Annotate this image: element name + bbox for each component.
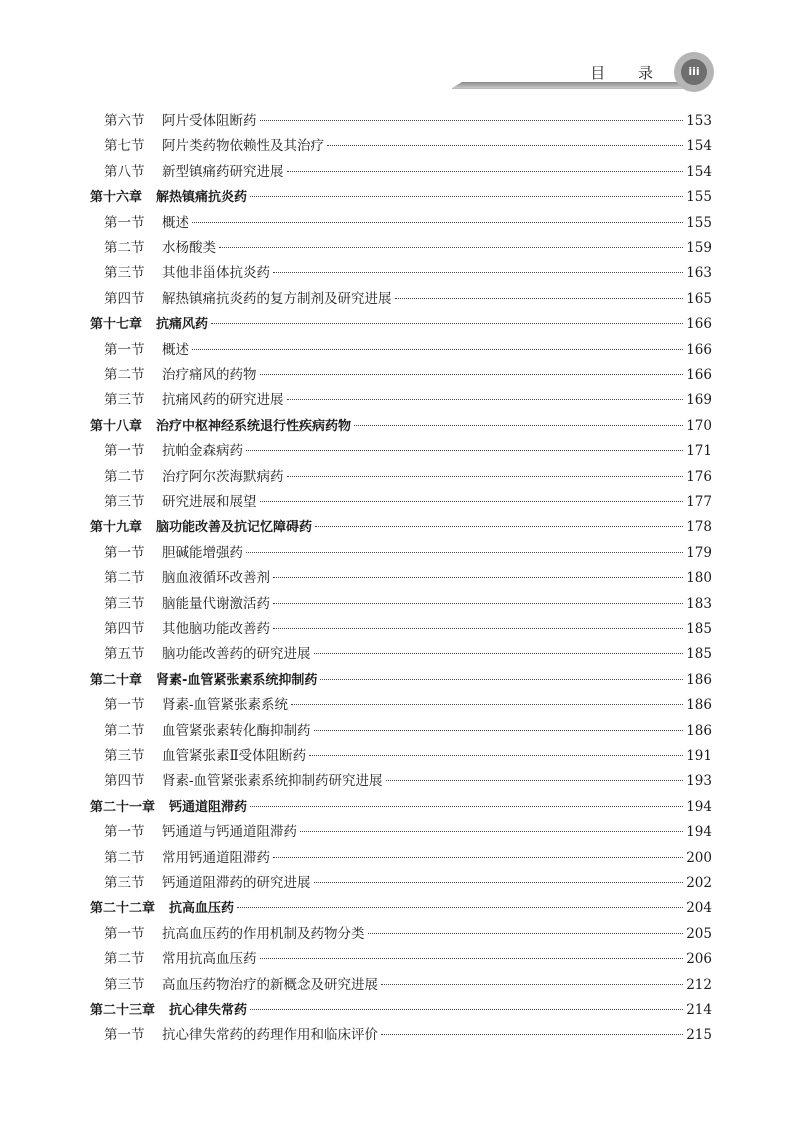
toc-leader-dots [273,857,683,858]
toc-leader-dots [273,577,683,578]
page-number: iii [681,59,707,85]
toc-entry-number: 第二节 [104,468,145,485]
toc-chapter-entry[interactable] [90,186,712,208]
toc-entry-number: 第五节 [104,646,145,663]
toc-entry-page: 179 [686,544,712,561]
toc-chapter-entry[interactable] [90,999,712,1021]
toc-entry-number: 第四节 [104,773,145,790]
toc-entry-title: 胆碱能增强药 [162,544,243,561]
toc-leader-dots [287,171,684,172]
toc-section-entry[interactable] [104,567,712,589]
toc-entry-page: 214 [686,1002,712,1018]
toc-entry-page: 186 [686,722,712,739]
toc-entry-title: 血管紧张素转化酶抑制药 [162,722,311,739]
toc-section-entry[interactable] [104,770,712,792]
toc-chapter-entry[interactable] [90,669,712,691]
toc-entry-title: 抗高血压药的作用机制及药物分类 [162,925,365,942]
toc-entry-title: 治疗中枢神经系统退行性疾病药物 [156,418,352,434]
toc-leader-dots [211,323,683,324]
toc-leader-dots [219,247,683,248]
toc-leader-dots [260,120,684,121]
toc-section-entry[interactable] [104,847,712,869]
toc-section-entry[interactable] [104,212,712,234]
toc-section-entry[interactable] [104,593,712,615]
toc-leader-dots [250,196,683,197]
toc-section-entry[interactable] [104,542,712,564]
toc-leader-dots [273,272,683,273]
toc-entry-title: 抗心律失常药的药理作用和临床评价 [162,1027,378,1044]
toc-entry-title: 常用钙通道阻滞药 [162,849,270,866]
toc-entry-title: 抗帕金森病药 [162,443,243,460]
toc-entry-title: 钙通道与钙通道阻滞药 [162,824,297,841]
toc-entry-number: 第八节 [104,163,145,180]
toc-entry-page: 155 [686,189,712,206]
toc-leader-dots [315,526,683,527]
toc-entry-page: 204 [686,900,712,917]
toc-entry-title: 肾素-血管紧张素系统抑制药研究进展 [162,773,383,790]
toc-entry-title: 常用抗高血压药 [162,951,257,968]
toc-chapter-entry[interactable] [90,796,712,818]
toc-section-entry[interactable] [104,339,712,361]
toc-leader-dots [314,730,684,731]
toc-leader-dots [192,222,683,223]
toc-entry-title: 概述 [162,341,189,358]
toc-section-entry[interactable] [104,821,712,843]
toc-leader-dots [300,831,683,832]
toc-entry-title: 阿片类药物依赖性及其治疗 [162,138,324,155]
toc-entry-title: 抗痛风药的研究进展 [162,392,284,409]
toc-entry-page: 178 [686,519,712,536]
toc-entry-number: 第三节 [104,265,145,282]
toc-entry-number: 第四节 [104,621,145,637]
toc-entry-page: 159 [686,240,712,256]
toc-entry-number: 第一节 [104,1027,145,1044]
toc-leader-dots [368,933,684,934]
toc-section-entry[interactable] [104,618,712,640]
toc-entry-page: 215 [686,1027,712,1044]
toc-chapter-entry[interactable] [90,415,712,437]
toc-section-entry[interactable] [104,720,712,742]
toc-entry-title: 治疗阿尔茨海默病药 [162,468,284,485]
toc-leader-dots [260,374,684,375]
toc-chapter-entry[interactable] [90,313,712,335]
toc-entry-number: 第十九章 [90,520,143,536]
toc-section-entry[interactable] [104,1024,712,1046]
toc-entry-number: 第二十章 [90,672,143,688]
toc-leader-dots [291,704,683,705]
toc-leader-dots [246,552,683,553]
toc-leader-dots [250,806,683,807]
toc-entry-page: 154 [686,138,712,155]
toc-entry-number: 第七节 [104,138,145,155]
toc-entry-number: 第二节 [104,849,145,866]
toc-chapter-entry[interactable] [90,897,712,919]
toc-entry-title: 脑能量代谢激活药 [162,595,270,612]
toc-entry-number: 第三节 [104,392,145,409]
toc-chapter-entry[interactable] [90,516,712,538]
toc-leader-dots [273,628,683,629]
toc-entry-page: 171 [686,443,712,460]
toc-entry-page: 202 [686,875,712,891]
toc-entry-title: 水杨酸类 [162,240,216,256]
toc-leader-dots [250,1009,683,1010]
toc-leader-dots [246,450,683,451]
toc-entry-number: 第一节 [104,824,145,841]
toc-entry-number: 第一节 [104,544,145,561]
toc-entry-number: 第一节 [104,925,145,942]
toc-entry-number: 第三节 [104,494,145,510]
toc-entry-page: 200 [686,849,712,866]
toc-entry-number: 第三节 [104,976,145,993]
toc-entry-page: 206 [686,951,712,968]
toc-entry-page: 180 [686,570,712,587]
page-number-badge [674,52,714,92]
toc-entry-title: 概述 [162,214,189,231]
toc-leader-dots [260,958,684,959]
toc-entry-page: 185 [686,646,712,663]
toc-entry-number: 第四节 [104,290,145,307]
toc-section-entry[interactable] [104,364,712,386]
toc-section-entry[interactable] [104,974,712,996]
toc-entry-page: 194 [686,798,712,815]
toc-section-entry[interactable] [104,491,712,513]
toc-leader-dots [287,399,684,400]
toc-entry-number: 第二十一章 [90,799,156,815]
toc-entry-page: 154 [686,163,712,180]
header-rule [452,88,702,89]
toc-entry-number: 第二十二章 [90,901,156,917]
toc-entry-title: 脑血液循环改善剂 [162,570,270,587]
toc-leader-dots [354,425,683,426]
toc-entry-number: 第一节 [104,697,145,714]
toc-entry-title: 其他非甾体抗炎药 [162,265,270,282]
toc-section-entry[interactable] [104,643,712,665]
toc-entry-number: 第十六章 [90,190,143,206]
toc-leader-dots [314,882,684,883]
toc-entry-page: 165 [686,290,712,307]
toc-entry-number: 第二节 [104,367,145,383]
toc-entry-number: 第三节 [104,748,145,764]
toc-entry-number: 第十七章 [90,317,143,333]
toc-entry-page: 212 [686,976,712,993]
toc-entry-page: 185 [686,621,712,637]
toc-entry-page: 194 [686,824,712,841]
toc-leader-dots [381,1034,683,1035]
toc-entry-title: 解热镇痛抗炎药 [156,190,248,206]
toc-entry-title: 治疗痛风的药物 [162,367,257,383]
toc-entry-page: 166 [686,367,712,383]
toc-entry-number: 第二十三章 [90,1003,156,1018]
toc-section-entry[interactable] [104,923,712,945]
toc-section-entry[interactable] [104,135,712,157]
toc-leader-dots [395,298,684,299]
toc-leader-dots [309,755,683,756]
toc-entry-number: 第三节 [104,595,145,612]
toc-entry-page: 166 [686,316,712,333]
toc-entry-page: 176 [686,468,712,485]
toc-entry-title: 钙通道阻滞药的研究进展 [162,875,311,891]
toc-section-entry[interactable] [104,288,712,310]
toc-section-entry[interactable] [104,262,712,284]
toc-entry-page: 170 [686,417,712,434]
toc-entry-page: 153 [686,113,712,129]
toc-leader-dots [192,349,683,350]
toc-section-entry[interactable] [104,110,712,132]
toc-entry-title: 脑功能改善及抗记忆障碍药 [156,520,313,536]
toc-entry-page: 193 [686,773,712,790]
toc-entry-title: 阿片受体阻断药 [162,113,257,129]
toc-entry-page: 166 [686,341,712,358]
toc-entry-number: 第三节 [104,875,145,891]
toc-entry-title: 钙通道阻滞药 [169,799,248,815]
toc-section-entry[interactable] [104,440,712,462]
toc-entry-title: 研究进展和展望 [162,494,257,510]
toc-leader-dots [287,476,684,477]
toc-section-entry[interactable] [104,466,712,488]
toc-entry-number: 第十八章 [90,418,143,434]
toc-section-entry[interactable] [104,872,712,894]
toc-entry-page: 183 [686,595,712,612]
toc-leader-dots [327,145,683,146]
toc-section-entry[interactable] [104,745,712,767]
toc-entry-number: 第一节 [104,443,145,460]
toc-leader-dots [273,603,683,604]
toc-entry-page: 155 [686,214,712,231]
toc-entry-title: 抗心律失常药 [169,1003,248,1018]
toc-entry-page: 205 [686,925,712,942]
toc-entry-title: 新型镇痛药研究进展 [162,163,284,180]
toc-entry-title: 抗痛风药 [156,317,209,333]
toc-leader-dots [381,984,683,985]
toc-entry-title: 肾素-血管紧张素系统 [162,697,289,714]
toc-entry-number: 第二节 [104,570,145,587]
toc-entry-number: 第二节 [104,951,145,968]
toc-leader-dots [386,780,684,781]
toc-section-entry[interactable] [104,389,712,411]
toc-entry-number: 第一节 [104,341,145,358]
toc-entry-page: 177 [686,494,712,510]
toc-entry-title: 其他脑功能改善药 [162,621,270,637]
toc-leader-dots [237,907,683,908]
toc-entry-title: 血管紧张素Ⅱ受体阻断药 [162,748,307,764]
toc-leader-dots [320,679,683,680]
header-title: 目 录 [590,64,667,82]
toc-entry-number: 第二节 [104,722,145,739]
toc-entry-page: 163 [686,265,712,282]
toc-entry-title: 高血压药物治疗的新概念及研究进展 [162,976,378,993]
toc-entry-number: 第二节 [104,240,145,256]
toc-section-entry[interactable] [104,237,712,259]
toc-entry-number: 第六节 [104,113,145,129]
toc-entry-number: 第一节 [104,214,145,231]
toc-entry-title: 抗高血压药 [169,901,235,917]
toc-entry-page: 169 [686,392,712,409]
toc-entry-title: 肾素-血管紧张素系统抑制药 [156,672,318,688]
toc-entry-title: 脑功能改善药的研究进展 [162,646,311,663]
toc-section-entry[interactable] [104,948,712,970]
toc-entry-page: 191 [686,748,712,764]
toc-section-entry[interactable] [104,161,712,183]
toc-section-entry[interactable] [104,694,712,716]
toc-entry-title: 解热镇痛抗炎药的复方制剂及研究进展 [162,290,392,307]
toc-leader-dots [314,653,684,654]
page-header [0,0,800,110]
toc-leader-dots [260,501,684,502]
toc-entry-page: 186 [686,697,712,714]
toc-entry-page: 186 [686,671,712,688]
